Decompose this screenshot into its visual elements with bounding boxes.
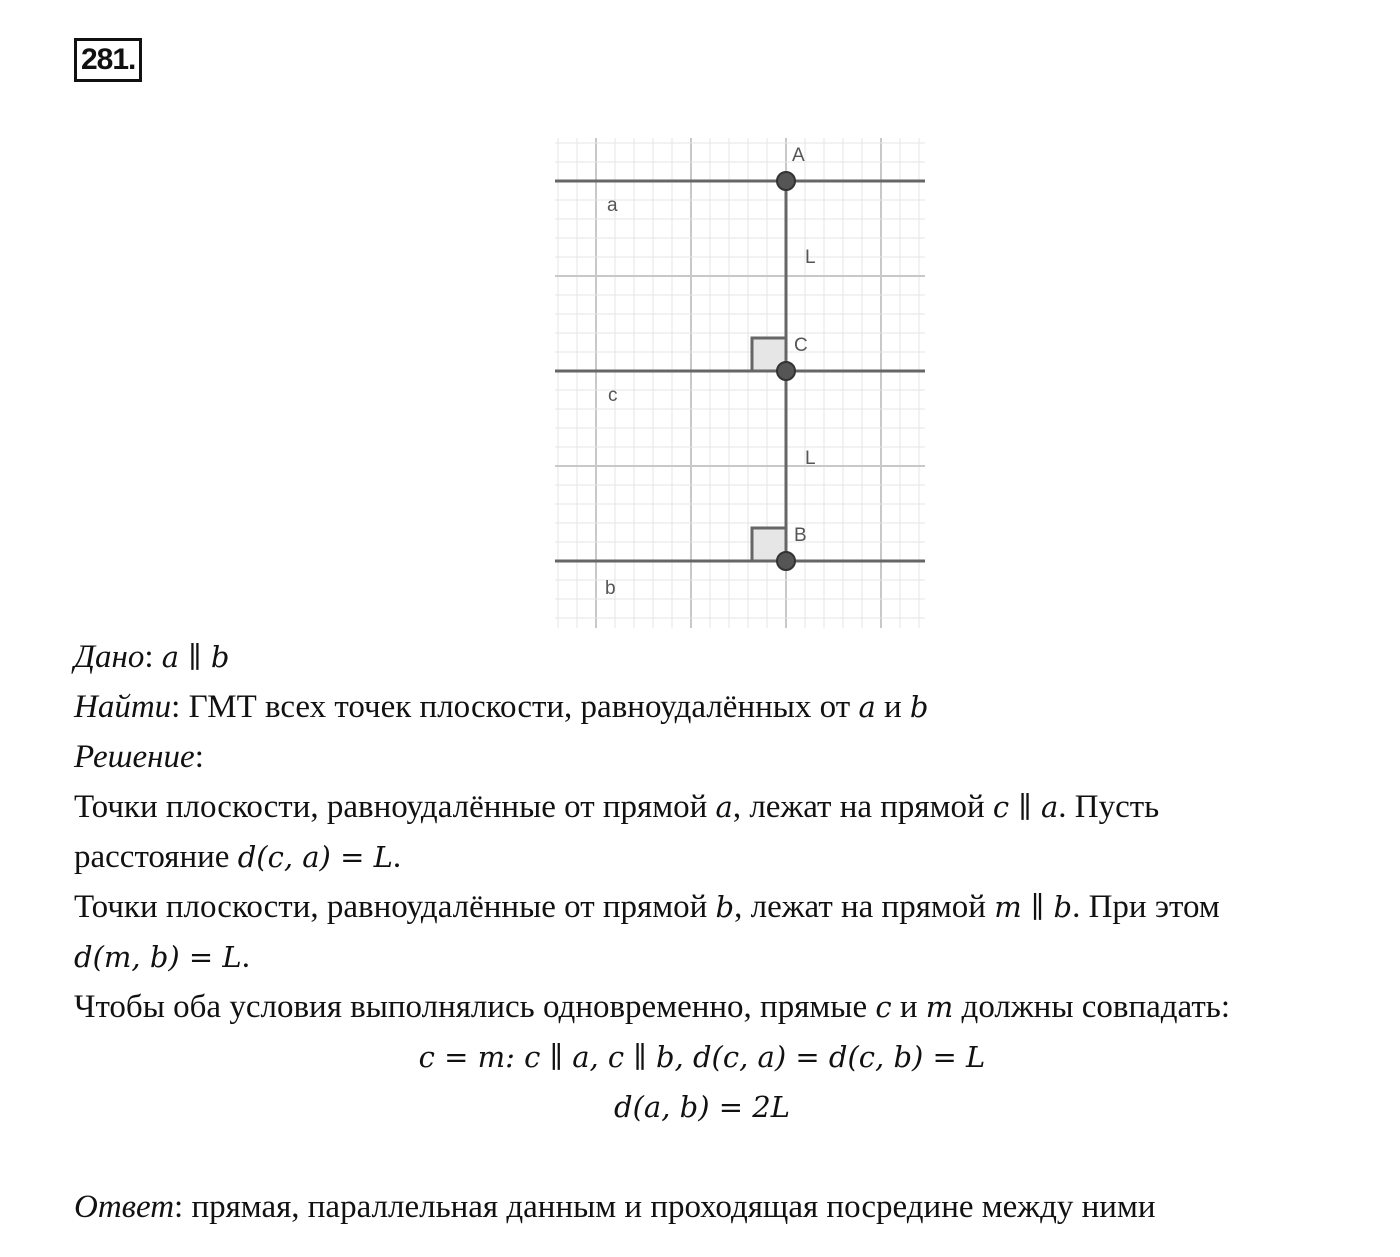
label-L-bottom: L bbox=[805, 448, 816, 469]
paragraph-2-line-1: Точки плоскости, равноудалённые от прямой b, лежат на прямой m ∥ b. При этом bbox=[74, 889, 1220, 925]
paragraph-1-line-2: расстояние d(c, a) = L. bbox=[74, 839, 402, 875]
paragraph-2-line-2: d(m, b) = L. bbox=[74, 939, 250, 975]
solution-label-line: Решение: bbox=[74, 739, 204, 775]
paragraph-3: Чтобы оба условия выполнялись одновременно, прямые c и m должны совпадать: bbox=[74, 989, 1230, 1025]
solution-text bbox=[74, 632, 1354, 1232]
paragraph-1-line-1: Точки плоскости, равноудалённые от прямой a, лежат на прямой c ∥ a. Пусть bbox=[74, 789, 1160, 825]
label-line-b: b bbox=[605, 578, 616, 599]
problem-number: 281. bbox=[74, 38, 142, 82]
given-line: Дано: a ∥ b bbox=[74, 639, 230, 675]
answer-line: Ответ: прямая, параллельная данным и проходящая посредине между ними bbox=[74, 1189, 1156, 1225]
point-B bbox=[777, 552, 795, 570]
label-L-top: L bbox=[805, 247, 816, 268]
label-B: B bbox=[794, 525, 807, 546]
label-line-c: c bbox=[608, 385, 618, 406]
find-line: Найти: ГМТ всех точек плоскости, равноудалённых от a и b bbox=[74, 689, 929, 725]
figure-canvas bbox=[555, 138, 925, 628]
label-line-a: a bbox=[607, 195, 618, 216]
label-C: C bbox=[794, 335, 808, 356]
point-C bbox=[777, 362, 795, 380]
formula-1: c = m: c ∥ a, c ∥ b, d(c, a) = d(c, b) = L bbox=[418, 1040, 986, 1074]
label-A: A bbox=[792, 145, 805, 166]
geometry-figure bbox=[555, 138, 925, 628]
point-A bbox=[777, 172, 795, 190]
formula-2: d(a, b) = 2L bbox=[614, 1090, 790, 1124]
